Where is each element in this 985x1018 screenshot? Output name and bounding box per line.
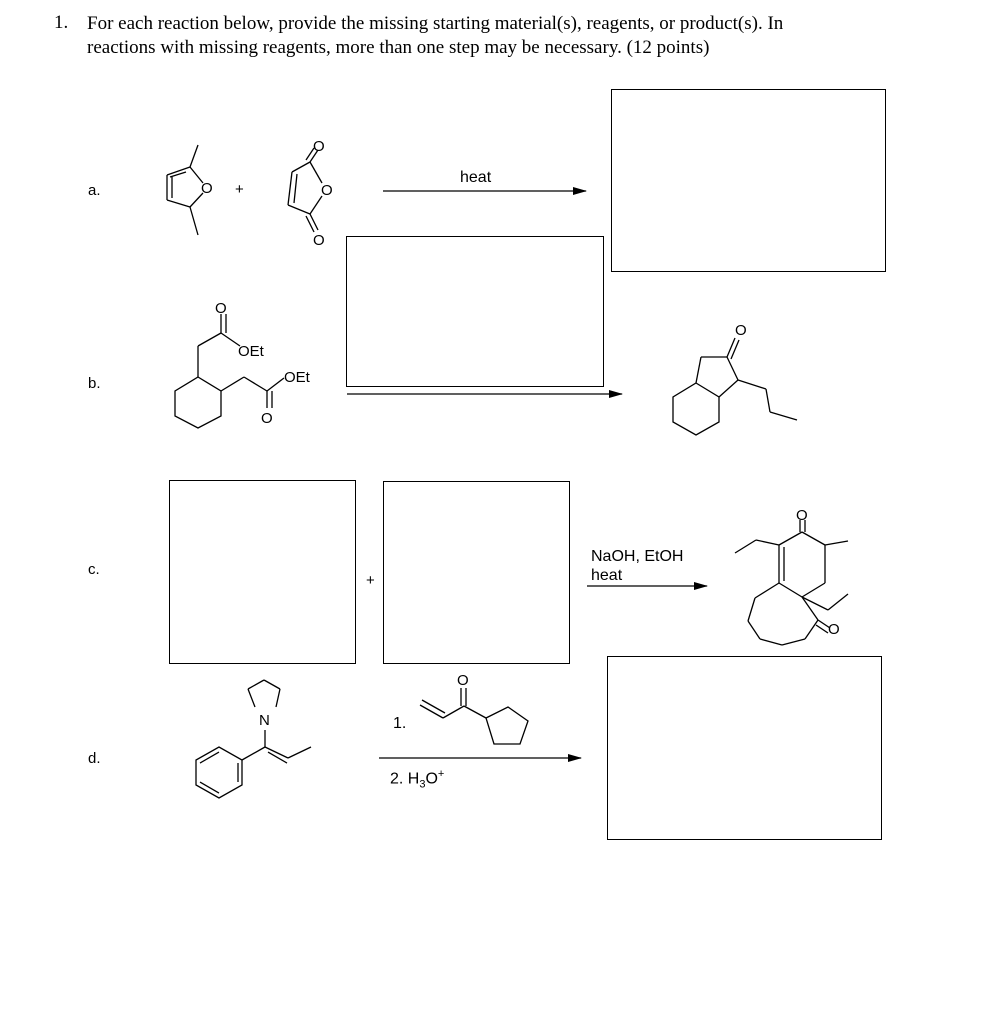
- label-b: b.: [88, 375, 101, 392]
- label-d: d.: [88, 750, 101, 767]
- reaction-d-enamine: [196, 680, 311, 798]
- atom-o-c-top: O: [796, 507, 808, 524]
- plus-a: +: [235, 181, 244, 198]
- atom-o-b-top: O: [215, 300, 227, 317]
- oet-b-side: OEt: [284, 369, 310, 386]
- oet-b-top: OEt: [238, 343, 264, 360]
- condition-a-heat: heat: [460, 169, 492, 186]
- atom-o-b-product: O: [735, 322, 747, 339]
- condition-d-step1: 1.: [393, 715, 407, 732]
- atom-o-furan: O: [201, 180, 213, 197]
- atom-o-b-bottom: O: [261, 410, 273, 427]
- plus-c: +: [366, 572, 375, 589]
- reaction-d-vinyl-ketone: [420, 688, 528, 744]
- condition-d-step2: 2. $H_3O^+$: [390, 768, 445, 791]
- atom-o-anhydride-ring: O: [321, 182, 333, 199]
- atom-o-anhydride-bottom: O: [313, 232, 325, 249]
- atom-n-enamine: N: [259, 712, 270, 729]
- atom-o-d-ketone: O: [457, 672, 469, 689]
- condition-c-line2: heat: [591, 567, 623, 584]
- label-a: a.: [88, 182, 101, 199]
- reaction-a-maleic-anhydride: [288, 148, 322, 232]
- condition-c-line1: NaOH, EtOH: [591, 548, 684, 565]
- question-number: 1.: [54, 12, 69, 33]
- question-line-2: reactions with missing reagents, more than one step may be necessary. (12 points): [87, 37, 710, 58]
- atom-o-anhydride-top: O: [313, 138, 325, 155]
- reaction-a-dimethylfuran: [167, 145, 203, 235]
- atom-o-c-bottom: O: [828, 621, 840, 638]
- question-line-1: For each reaction below, provide the missing starting material(s), reagents, or product(s). In: [87, 13, 784, 34]
- label-c: c.: [88, 561, 100, 578]
- reaction-b-product-bicyclic-ketone: [673, 338, 797, 435]
